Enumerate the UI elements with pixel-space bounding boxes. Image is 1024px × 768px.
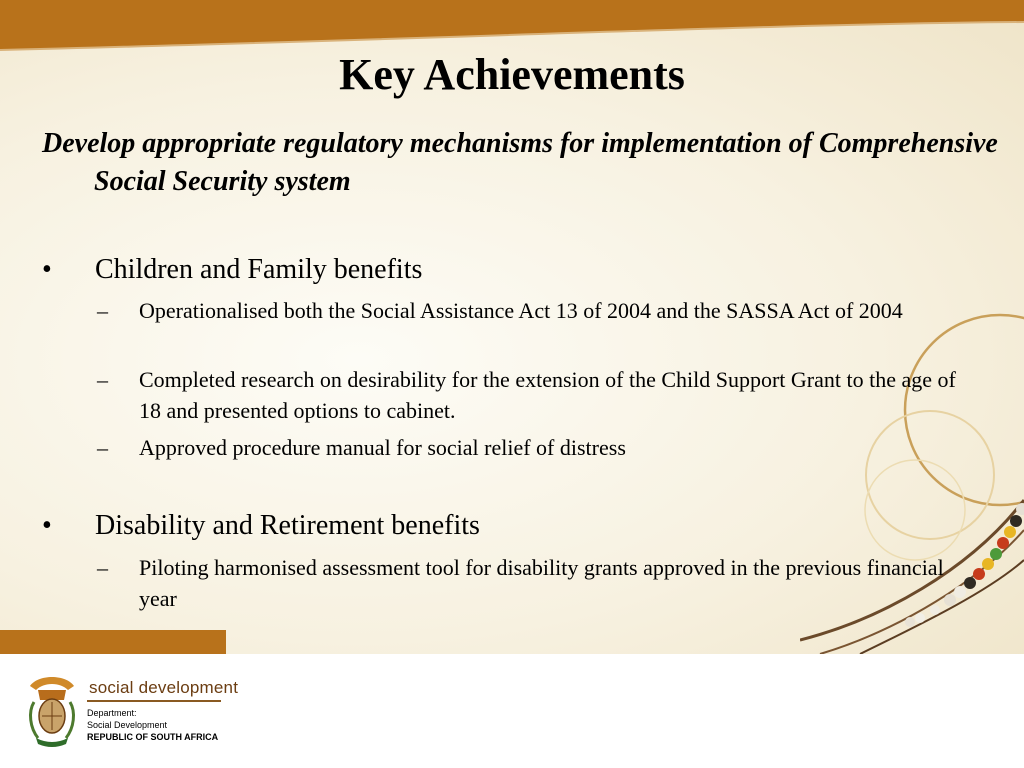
coat-of-arms-logo xyxy=(24,672,80,750)
sub-bullet-text: Completed research on desirability for the extension of the Child Support Grant to the age of 18 and presented options to cabinet. xyxy=(139,367,956,423)
bullet-marker: • xyxy=(42,254,52,285)
sub-bullet-item xyxy=(97,364,957,426)
country-name: REPUBLIC OF SOUTH AFRICA xyxy=(87,732,219,742)
department-name: Social Development xyxy=(87,720,168,730)
bullet-heading: Disability and Retirement benefits xyxy=(95,510,480,541)
sub-bullet-text: Piloting harmonised assessment tool for disability grants approved in the previous financial year xyxy=(139,555,944,611)
sub-bullet-item xyxy=(97,552,957,614)
dash-marker: – xyxy=(97,435,108,460)
sub-bullet-text: Operationalised both the Social Assistance Act 13 of 2004 and the SASSA Act of 2004 xyxy=(139,298,903,323)
bullet-marker: • xyxy=(42,510,52,541)
dash-marker: – xyxy=(97,367,108,392)
slide-subtitle: Develop appropriate regulatory mechanisms for implementation of Comprehensive Social Security system xyxy=(42,128,998,197)
sub-bullet-item xyxy=(97,432,957,463)
slide-footer xyxy=(0,654,1024,768)
dash-marker: – xyxy=(97,298,108,323)
dash-marker: – xyxy=(97,555,108,580)
bullet-heading: Children and Family benefits xyxy=(95,254,423,285)
sub-bullet-item xyxy=(97,295,957,326)
brand-name: social development xyxy=(89,678,239,697)
bottom-accent-strip xyxy=(0,630,226,654)
brand-divider xyxy=(87,700,221,702)
sub-bullet-text: Approved procedure manual for social relief of distress xyxy=(139,435,626,460)
department-label: Department: xyxy=(87,708,137,718)
slide-title: Key Achievements xyxy=(339,50,685,99)
